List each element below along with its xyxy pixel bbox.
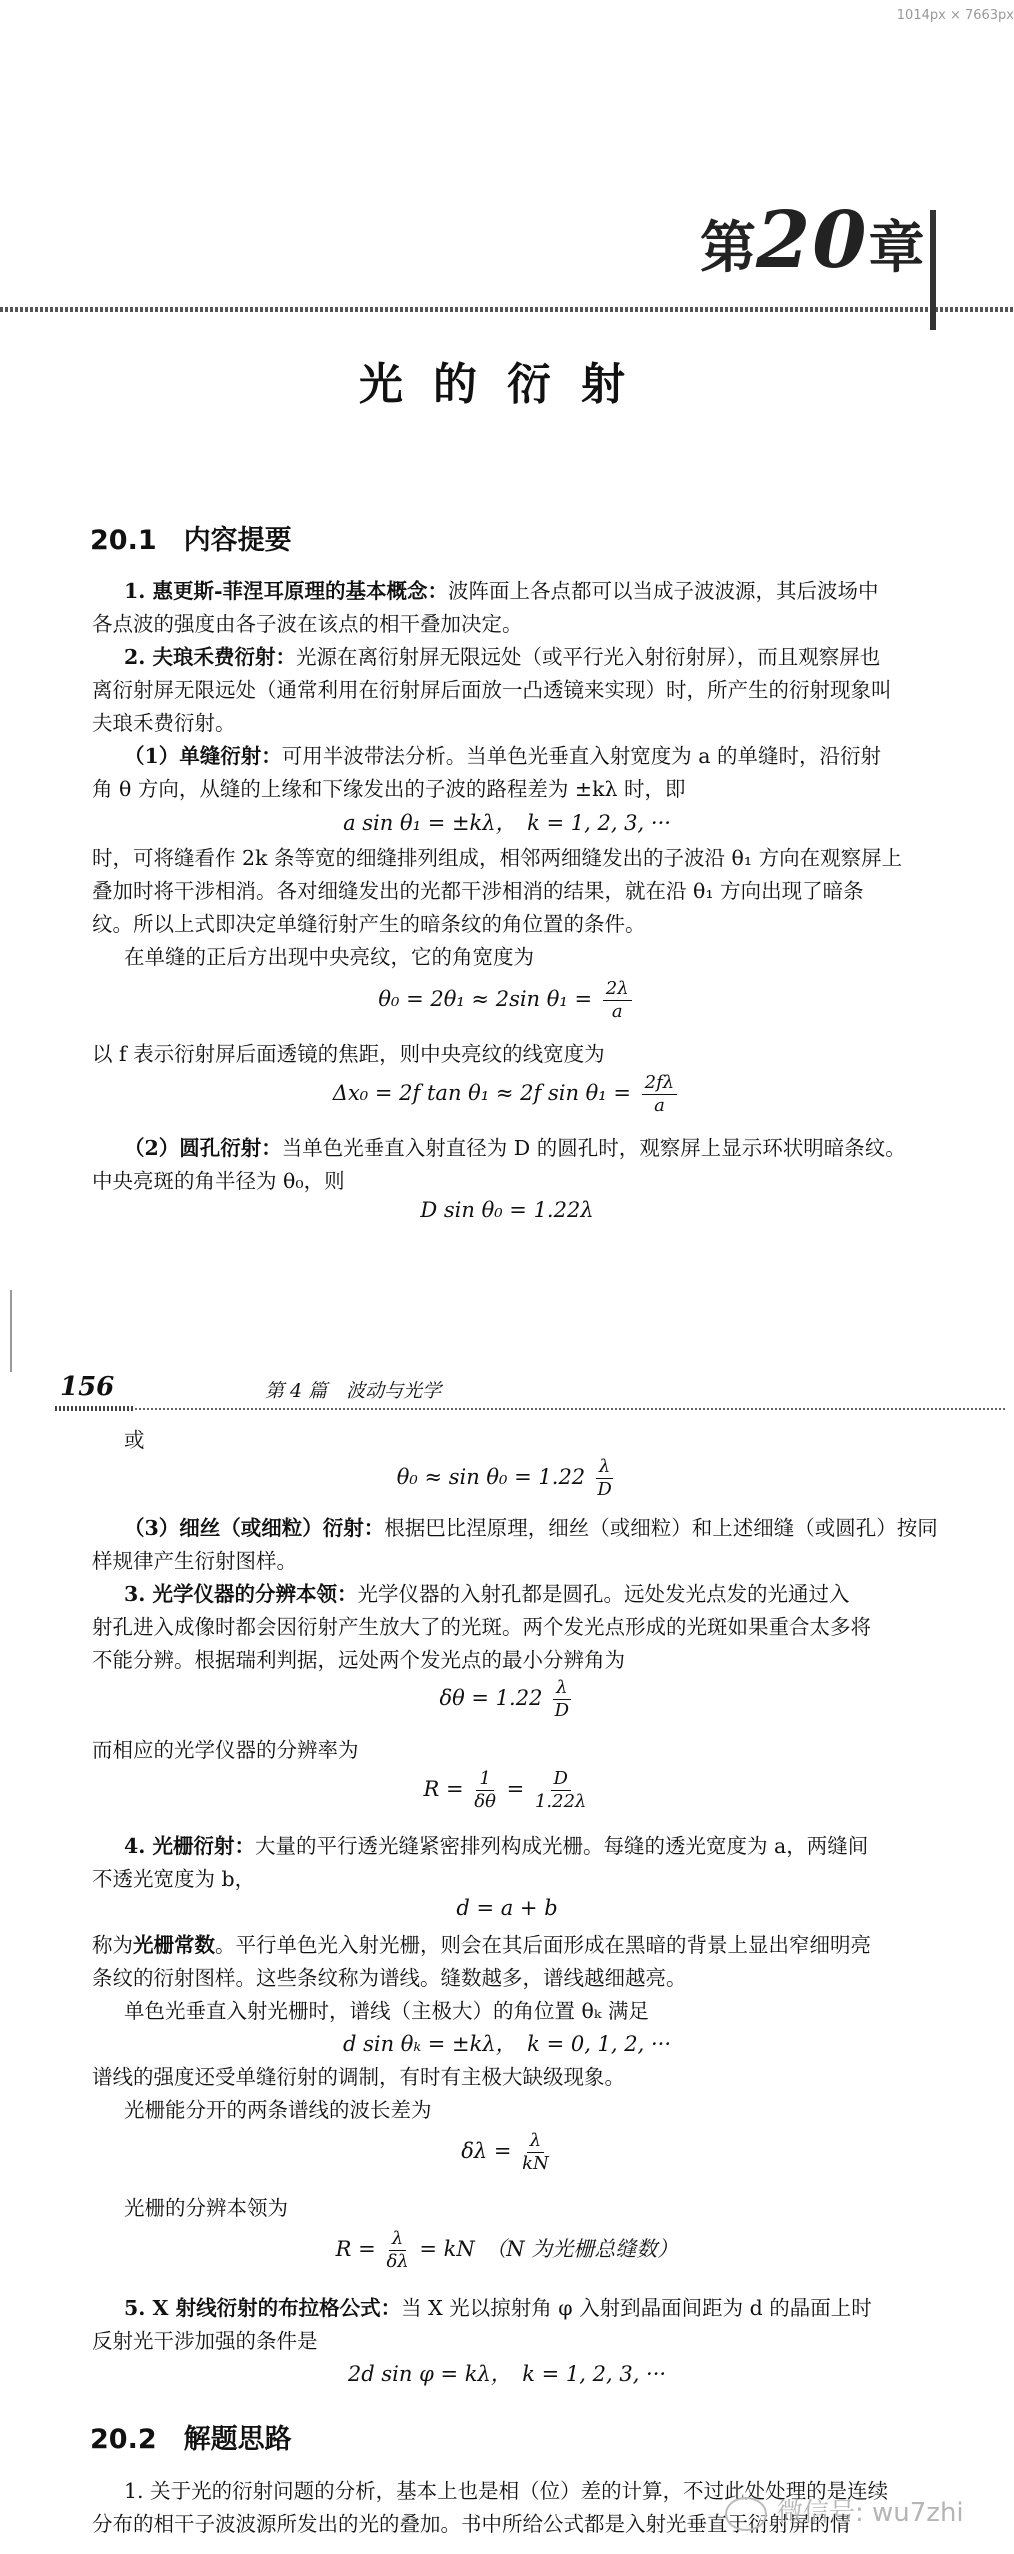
- paragraph-line: 不能分辨。根据瑞利判据，远处两个发光点的最小分辨角为: [92, 1648, 625, 1672]
- paragraph-line: 纹。所以上式即决定单缝衍射产生的暗条纹的角位置的条件。: [92, 912, 646, 936]
- paragraph-line: 叠加时将干涉相消。各对细缝发出的光都干涉相消的结果，就在沿 θ₁ 方向出现了暗条: [92, 879, 864, 903]
- equation-min-resolution-angle: δθ = 1.22 $\frac{\lambda}{D}$: [439, 1677, 570, 1721]
- paragraph-line: 光栅的分辨本领为: [124, 2196, 288, 2220]
- chapter-prefix: 第: [700, 215, 756, 281]
- scan-edge-line: [10, 1290, 12, 1380]
- paragraph-line: 4. 光栅衍射：大量的平行透光缝紧密排列构成光栅。每缝的透光宽度为 a，两缝间: [124, 1834, 869, 1858]
- paragraph-line: 分布的相干子波波源所发出的光的叠加。书中所给公式都是入射光垂直于衍射屏的情: [92, 2512, 851, 2536]
- equation-grating-resolving-power: R = $\frac{\lambda}{\delta\lambda}$ = kN （N 为光栅总缝数）: [335, 2228, 679, 2272]
- paragraph-line: 角 θ 方向，从缝的上缘和下缘发出的子波的路程差为 ±kλ 时，即: [92, 777, 686, 801]
- equation-single-slit-minima: a sin θ₁ = ±kλ， k = 1, 2, 3, ···: [343, 811, 671, 835]
- paragraph-line: 1. 惠更斯-菲涅耳原理的基本概念：波阵面上各点都可以当成子波波源，其后波场中: [124, 579, 879, 603]
- header-stripe: [55, 1406, 135, 1411]
- watermark-text: 微信号: wu7zhi: [777, 2498, 964, 2528]
- section-heading-20-1: 20.1 内容提要: [90, 525, 292, 556]
- paragraph-line: 2. 夫琅禾费衍射：光源在离衍射屏无限远处（或平行光入射衍射屏），而且观察屏也: [124, 645, 881, 669]
- page-number: 156: [60, 1372, 115, 1402]
- paragraph-line: 夫琅禾费衍射。: [92, 711, 236, 735]
- chapter-label: [700, 195, 925, 286]
- paragraph-line: 光栅能分开的两条谱线的波长差为: [124, 2098, 432, 2122]
- page-2: [0, 1372, 1014, 2554]
- paragraph-line: 单色光垂直入射光栅时，谱线（主极大）的角位置 θₖ 满足: [124, 1999, 649, 2023]
- equation-grating-constant: d = a + b: [456, 1896, 558, 1920]
- chapter-number: 20: [756, 195, 869, 286]
- paragraph-line: 在单缝的正后方出现中央亮纹，它的角宽度为: [124, 945, 534, 969]
- equation-resolving-power: R = $\frac{1}{\delta\theta}$ = $\frac{D}{1.22\lambda}$: [423, 1768, 587, 1812]
- paragraph-line: 时，可将缝看作 2k 条等宽的细缝排列组成，相邻两细缝发出的子波沿 θ₁ 方向在观察屏上: [92, 846, 903, 870]
- page-1: [0, 30, 1014, 1350]
- paragraph-line: 离衍射屏无限远处（通常利用在衍射屏后面放一凸透镜来实现）时，所产生的衍射现象叫: [92, 678, 892, 702]
- chapter-edge-mark: [930, 210, 936, 330]
- paragraph-line: 各点波的强度由各子波在该点的相干叠加决定。: [92, 612, 523, 636]
- paragraph-line: 样规律产生衍射图样。: [92, 1549, 297, 1573]
- paragraph-line: （2）圆孔衍射：当单色光垂直入射直径为 D 的圆孔时，观察屏上显示环状明暗条纹。: [124, 1136, 906, 1160]
- equation-central-linear-width: Δx₀ = 2f tan θ₁ ≈ 2f sin θ₁ = $\frac{2f\lambda}{a}$: [0, 1072, 1014, 1117]
- header-rule: [135, 1408, 1005, 1410]
- paragraph-line: 1. 关于光的衍射问题的分析，基本上也是相（位）差的计算，不过此处处理的是连续: [124, 2479, 889, 2503]
- equation-central-angular-width: θ₀ = 2θ₁ ≈ 2sin θ₁ = $\frac{2\lambda}{a}$: [0, 978, 1014, 1023]
- equation-circular-aperture: D sin θ₀ = 1.22λ: [420, 1198, 594, 1222]
- paragraph-line: 不透光宽度为 b，: [92, 1867, 256, 1891]
- paragraph-line: 谱线的强度还受单缝衍射的调制，有时有主极大缺级现象。: [92, 2065, 625, 2089]
- paragraph-line: （3）细丝（或细粒）衍射：根据巴比涅原理，细丝（或细粒）和上述细缝（或圆孔）按同: [124, 1516, 938, 1540]
- paragraph-line: 条纹的衍射图样。这些条纹称为谱线。缝数越多，谱线越细越亮。: [92, 1966, 687, 1990]
- equation-wavelength-difference: δλ = $\frac{\lambda}{kN}$: [461, 2130, 549, 2174]
- paragraph-line: 称为光栅常数。平行单色光入射光栅，则会在其后面形成在黑暗的背景上显出窄细明亮: [92, 1933, 871, 1957]
- chapter-suffix: 章: [868, 215, 925, 281]
- paragraph-line: 而相应的光学仪器的分辨率为: [92, 1738, 359, 1762]
- paragraph-line: 以 f 表示衍射屏后面透镜的焦距，则中央亮纹的线宽度为: [92, 1042, 605, 1066]
- equation-grating-principal-maxima: d sin θₖ = ±kλ， k = 0, 1, 2, ···: [342, 2032, 672, 2056]
- paragraph-line: 3. 光学仪器的分辨本领：光学仪器的入射孔都是圆孔。远处发光点发的光通过入: [124, 1582, 850, 1606]
- chapter-title: 光的衍射: [359, 359, 655, 410]
- section-heading-20-2: 20.2 解题思路: [90, 2424, 292, 2455]
- chapter-divider: [0, 307, 1014, 312]
- watermark: [725, 2492, 964, 2531]
- running-head: 第 4 篇 波动与光学: [265, 1380, 442, 1402]
- paragraph-line: 中央亮斑的角半径为 θ₀，则: [92, 1169, 345, 1193]
- paragraph-line: 反射光干涉加强的条件是: [92, 2329, 318, 2353]
- image-dimensions-label: 1014px × 7663px: [896, 8, 1014, 23]
- wechat-icon: [725, 2497, 767, 2531]
- equation-small-angle: θ₀ ≈ sin θ₀ = 1.22 $\frac{\lambda}{D}$: [396, 1456, 612, 1500]
- paragraph-line: 5. X 射线衍射的布拉格公式：当 X 光以掠射角 φ 入射到晶面间距为 d 的晶面上时: [124, 2296, 872, 2320]
- paragraph-line: 或: [124, 1428, 145, 1452]
- paragraph-line: （1）单缝衍射：可用半波带法分析。当单色光垂直入射宽度为 a 的单缝时，沿衍射: [124, 744, 882, 768]
- paragraph-line: 射孔进入成像时都会因衍射产生放大了的光斑。两个发光点形成的光斑如果重合太多将: [92, 1615, 871, 1639]
- equation-bragg-law: 2d sin φ = kλ， k = 1, 2, 3, ···: [347, 2362, 667, 2386]
